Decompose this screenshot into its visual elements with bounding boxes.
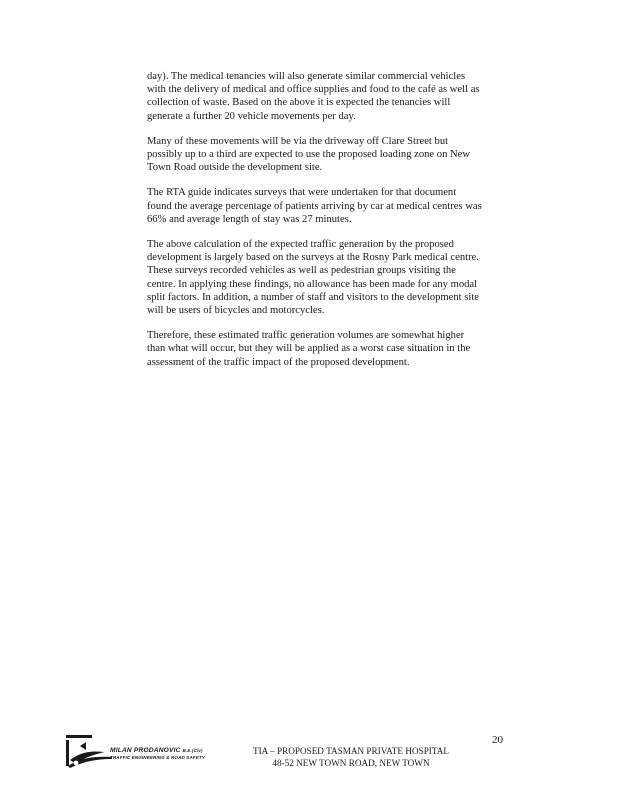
- text-line: Many of these movements will be via the driveway off Clare Street but: [147, 135, 449, 147]
- text-line: centre. In applying these findings, no allowance has been made for any modal: [147, 278, 478, 290]
- paragraph-3: [147, 186, 517, 226]
- text-line: 66% and average length of stay was 27 minutes.: [147, 213, 352, 225]
- logo-company-name: [110, 747, 203, 754]
- text-line: collection of waste. Based on the above it is expected the tenancies will: [147, 97, 451, 109]
- text-line: with the delivery of medical and office supplies and food to the café as well as: [147, 84, 480, 96]
- body-text: [147, 70, 517, 381]
- milan-prodanovic-logo-icon: [64, 732, 114, 772]
- footer-title: [236, 745, 466, 769]
- page-number: 20: [492, 734, 503, 746]
- text-line: The above calculation of the expected traffic generation by the proposed: [147, 239, 454, 251]
- logo-qualifications: B.E.(Civ): [182, 748, 203, 753]
- text-line: split factors. In addition, a number of staff and visitors to the development site: [147, 291, 479, 303]
- paragraph-2: [147, 135, 517, 175]
- text-line: Town Road outside the development site.: [147, 162, 323, 174]
- text-line: day). The medical tenancies will also generate similar commercial vehicles: [147, 71, 466, 82]
- text-line: assessment of the traffic impact of the proposed development.: [147, 356, 410, 368]
- text-line: These surveys recorded vehicles as well as pedestrian groups visiting the: [147, 265, 456, 277]
- text-line: generate a further 20 vehicle movements per day.: [147, 110, 356, 122]
- logo-tagline: TRAFFIC ENGINEERING & ROAD SAFETY: [110, 755, 205, 760]
- footer-title-line-2: 48-52 NEW TOWN ROAD, NEW TOWN: [272, 758, 430, 768]
- text-line: will be users of bicycles and motorcycles.: [147, 305, 325, 317]
- text-line: development is largely based on the surveys at the Rosny Park medical centre.: [147, 252, 479, 264]
- paragraph-5: [147, 329, 517, 369]
- text-line: found the average percentage of patients arriving by car at medical centres was: [147, 200, 482, 212]
- logo-name-text: MILAN PRODANOVIC: [110, 747, 181, 754]
- paragraph-1: [147, 70, 517, 123]
- text-line: than what will occur, but they will be applied as a worst case situation in the: [147, 343, 471, 355]
- footer-title-line-1: TIA – PROPOSED TASMAN PRIVATE HOSPITAL: [252, 746, 449, 756]
- text-line: Therefore, these estimated traffic generation volumes are somewhat higher: [147, 330, 465, 342]
- paragraph-4: [147, 238, 517, 317]
- text-line: possibly up to a third are expected to use the proposed loading zone on New: [147, 149, 471, 161]
- text-line: The RTA guide indicates surveys that were undertaken for that document: [147, 187, 457, 199]
- company-logo: [64, 732, 242, 772]
